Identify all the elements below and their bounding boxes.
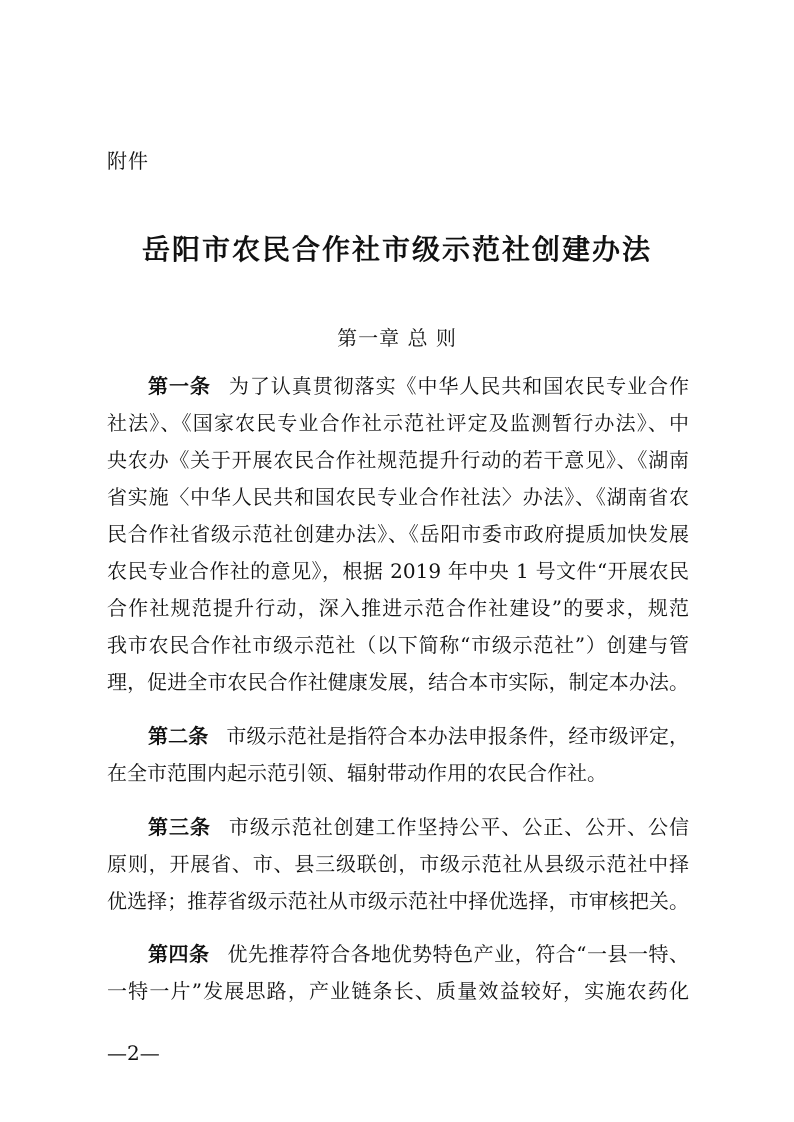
article-text: 为了认真贯彻落实《中华人民共和国农民专业合作 [228,374,689,398]
article-4-line: 一特一片”发展思路，产业链条长、质量效益较好，实施农药化 [107,979,689,1003]
article-2-line [107,718,689,754]
attachment-label: 附件 [107,149,149,173]
article-3-line [107,809,689,845]
article-1-line: 合作社规范提升行动，深入推进示范合作社建设”的要求，规范 [107,596,689,620]
document-title: 岳阳市农民合作社市级示范社创建办法 [141,233,652,266]
article-1-line: 民合作社省级示范社创建办法》、《岳阳市委市政府提质加快发展 [107,522,689,546]
chapter-heading: 第一章 总 则 [337,326,457,350]
article-1-line: 农民专业合作社的意见》，根据 2019 年中央 1 号文件“开展农民 [107,559,689,583]
article-1-line [107,368,689,404]
article-label: 第二条 [148,724,209,748]
article-1-line: 社法》、《国家农民专业合作社示范社评定及监测暂行办法》、中 [107,411,689,435]
page-number: —2— [107,1041,160,1065]
article-text: 市级示范社是指符合本办法申报条件，经市级评定， [226,724,690,748]
article-1-line: 理，促进全市农民合作社健康发展，结合本市实际，制定本办法。 [107,670,689,694]
article-1-line: 我市农民合作社市级示范社（以下简称“市级示范社”）创建与管 [107,633,689,657]
article-1-line: 央农办《关于开展农民合作社规范提升行动的若干意见》、《湖南 [107,448,689,472]
article-3-line: 优选择；推荐省级示范社从市级示范社中择优选择，市审核把关。 [107,889,689,913]
article-2-line: 在全市范围内起示范引领、辐射带动作用的农民合作社。 [107,761,607,785]
article-label: 第一条 [148,374,211,398]
article-3-line: 原则，开展省、市、县三级联创，市级示范社从县级示范社中择 [107,852,689,876]
article-text: 市级示范社创建工作坚持公平、公正、公开、公信 [228,815,689,839]
article-label: 第三条 [148,815,211,839]
article-label: 第四条 [148,942,210,966]
article-1-line: 省实施〈中华人民共和国农民专业合作社法〉办法》、《湖南省农 [107,485,689,509]
article-text: 优先推荐符合各地优势特色产业，符合“一县一特、 [227,942,690,966]
article-4-line [107,936,689,972]
